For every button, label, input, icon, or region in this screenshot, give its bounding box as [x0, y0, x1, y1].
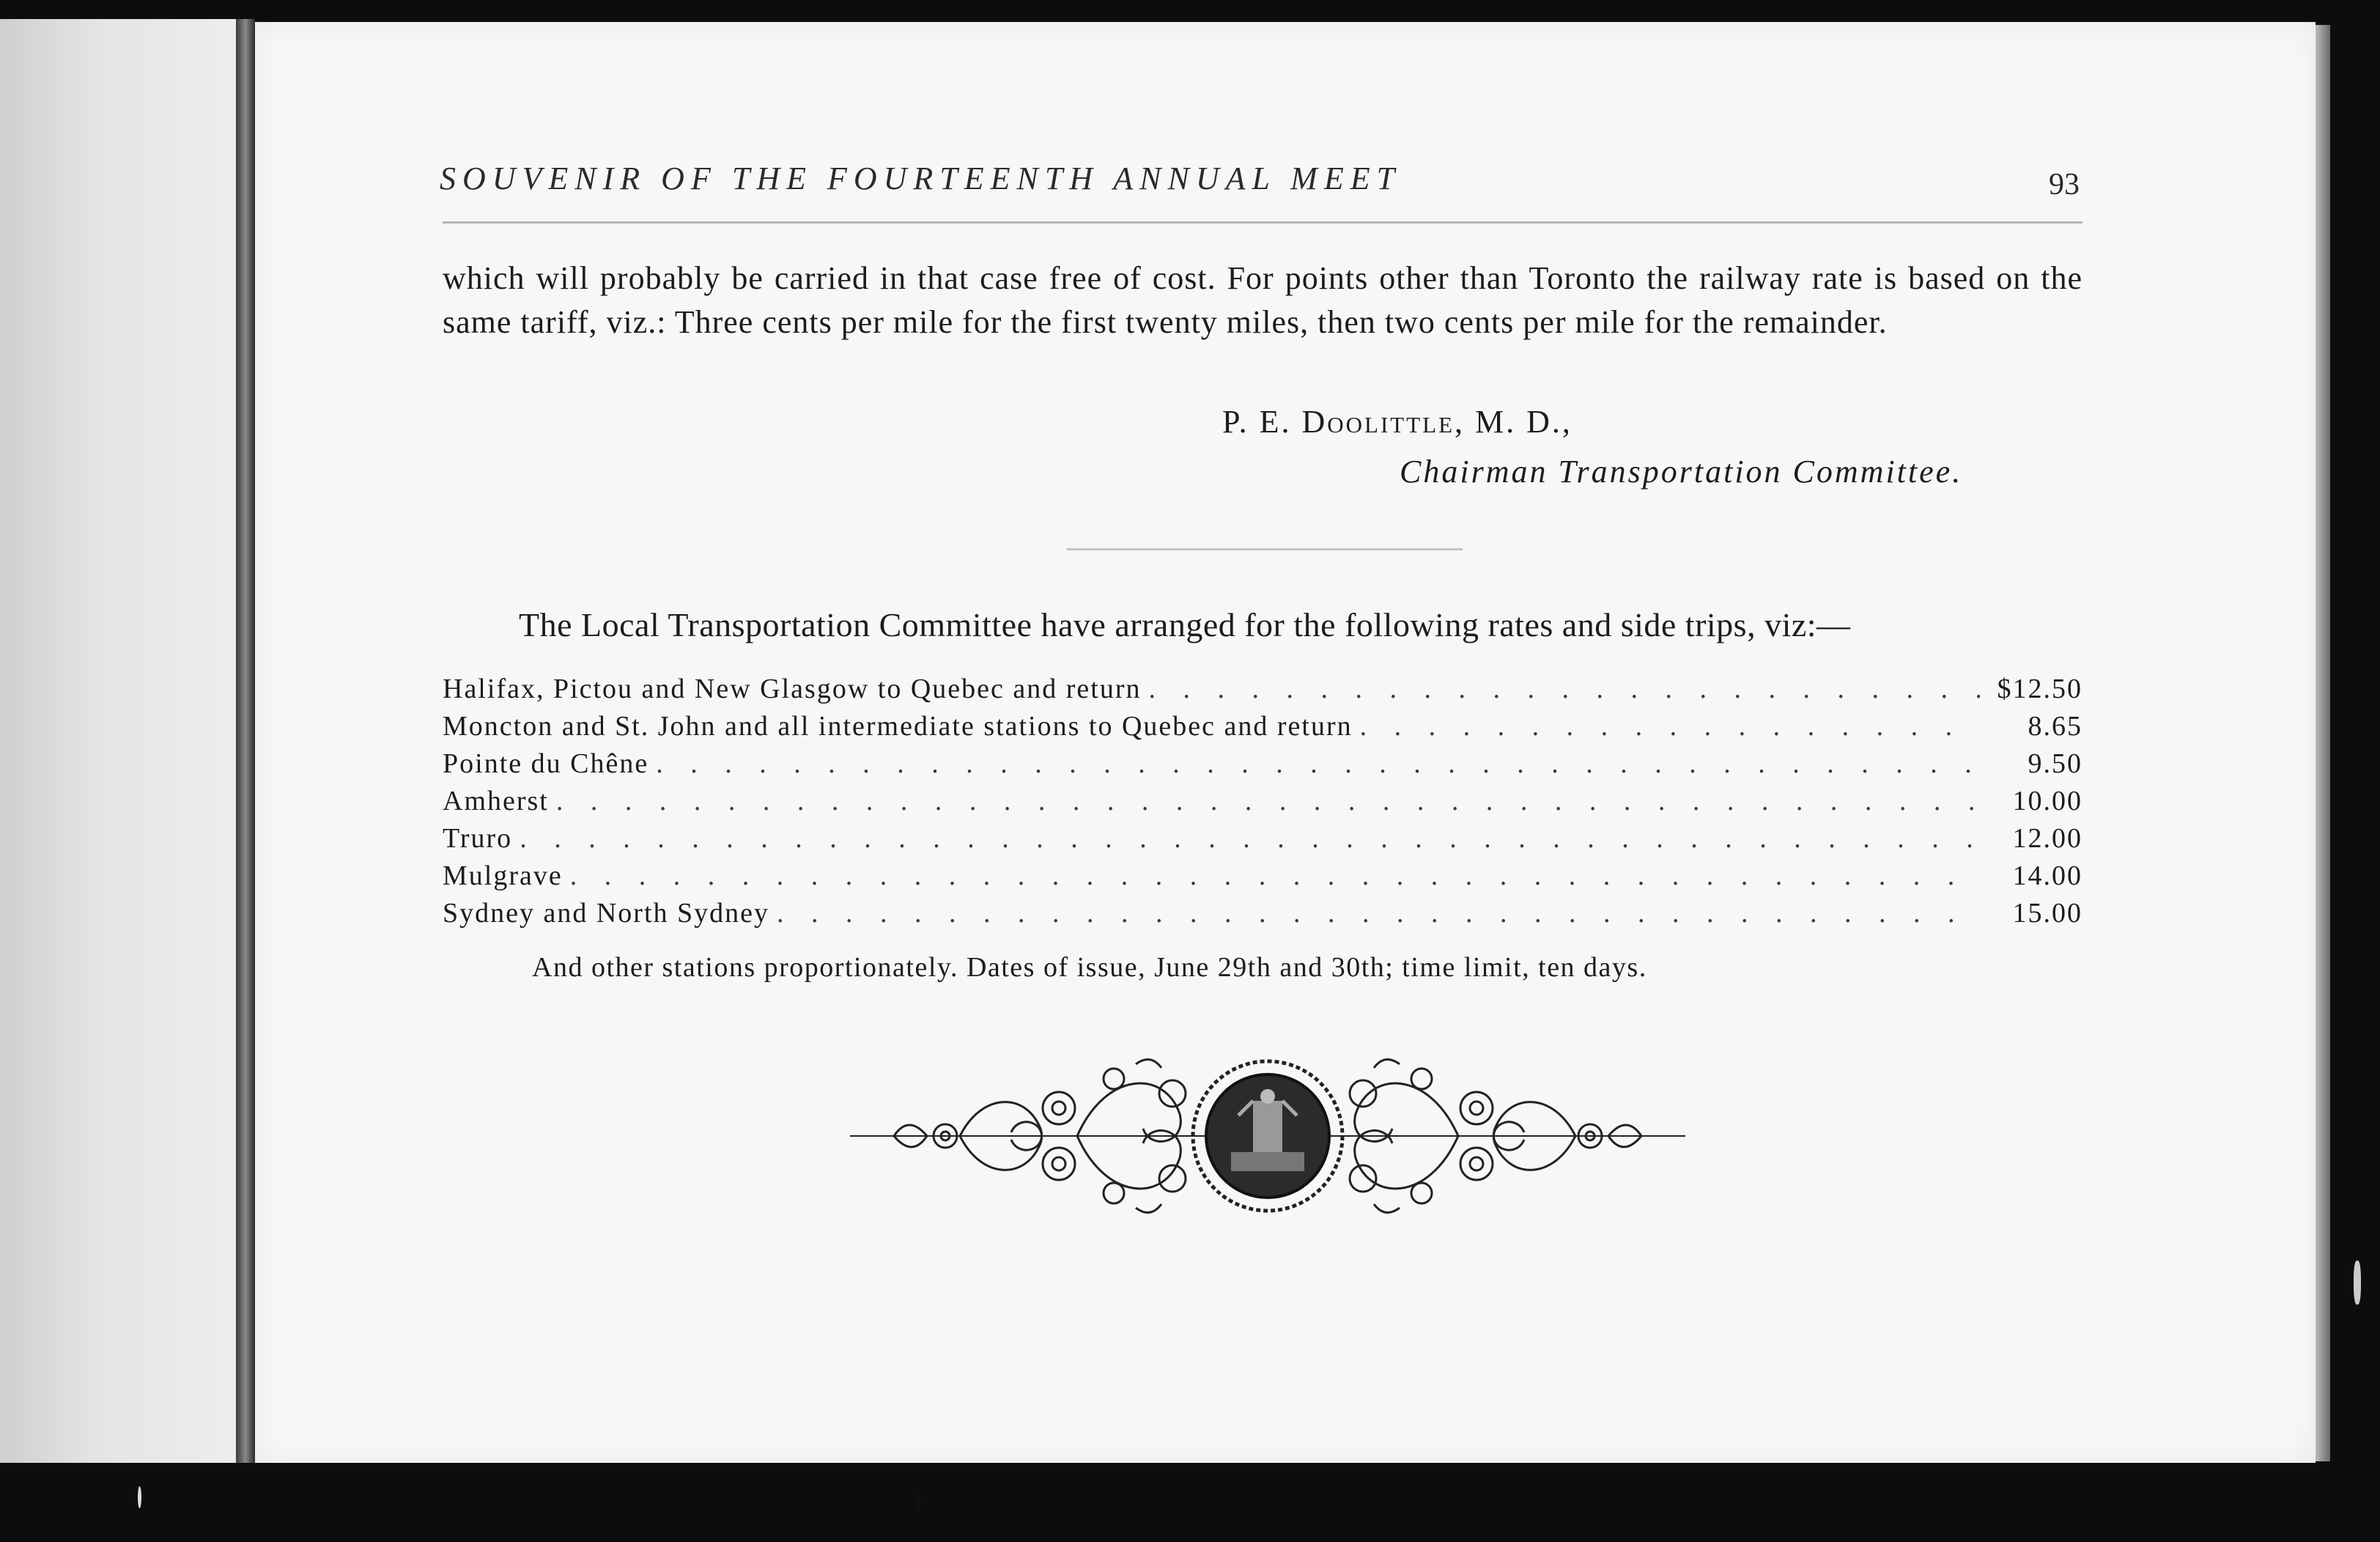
rate-destination: Pointe du Chêne: [443, 748, 649, 779]
header-rule: [443, 221, 2082, 224]
rate-row: [443, 673, 2082, 710]
rate-price: 15.00: [2012, 898, 2082, 929]
dot-leader: [556, 785, 1980, 817]
rate-price: $12.50: [1997, 674, 2082, 704]
dot-leader: [656, 748, 1980, 780]
section-divider: [1067, 548, 1463, 550]
page-edge-shadow: [2316, 25, 2330, 1461]
rate-row: [443, 710, 2082, 748]
rate-destination: Moncton and St. John and all intermediate stations to Quebec and return: [443, 711, 1353, 742]
rate-destination: Mulgrave: [443, 860, 563, 891]
rate-price: 10.00: [2012, 786, 2082, 816]
dot-leader: [1360, 710, 1980, 742]
book-gutter: [236, 19, 255, 1463]
signature-title: Chairman Transportation Committee.: [1400, 454, 1963, 490]
rate-destination: Sydney and North Sydney: [443, 898, 770, 929]
dot-leader: [777, 897, 1980, 929]
rate-destination: Halifax, Pictou and New Glasgow to Quebec and return: [443, 674, 1142, 704]
rates-list: [443, 673, 2082, 934]
rate-price: 9.50: [2028, 748, 2082, 779]
rate-row: [443, 748, 2082, 785]
rate-destination: Truro: [443, 823, 513, 854]
running-head-title: SOUVENIR OF THE FOURTEENTH ANNUAL MEET: [440, 161, 1402, 196]
signature-name: P. E. Doolittle, M. D.,: [1222, 404, 1572, 440]
rate-row: [443, 897, 2082, 934]
facing-page-edge: [0, 19, 236, 1463]
rate-price: 14.00: [2012, 860, 2082, 891]
page-number: 93: [2049, 168, 2080, 202]
dot-leader: [520, 822, 1980, 855]
rate-destination: Amherst: [443, 786, 549, 816]
dot-leader: [1148, 673, 1980, 705]
rate-row: [443, 822, 2082, 860]
rate-price: 12.00: [2012, 823, 2082, 854]
rate-row: [443, 860, 2082, 897]
rates-intro: The Local Transportation Committee have arranged for the following rates and side trips, viz:—: [519, 606, 1851, 643]
scroll-ornament-icon: [850, 1049, 1685, 1233]
body-paragraph: which will probably be carried in that case free of cost. For points other than Toronto the railway rate is based on the same tariff, viz.: Three cents per mile for the first twenty miles, then two cents per mile for the remainder.: [443, 260, 2082, 340]
rate-row: [443, 785, 2082, 822]
rates-footnote: And other stations proportionately. Dates of issue, June 29th and 30th; time limit, ten days.: [532, 952, 1647, 983]
dot-leader: [570, 860, 1980, 892]
rate-price: 8.65: [2028, 711, 2082, 742]
